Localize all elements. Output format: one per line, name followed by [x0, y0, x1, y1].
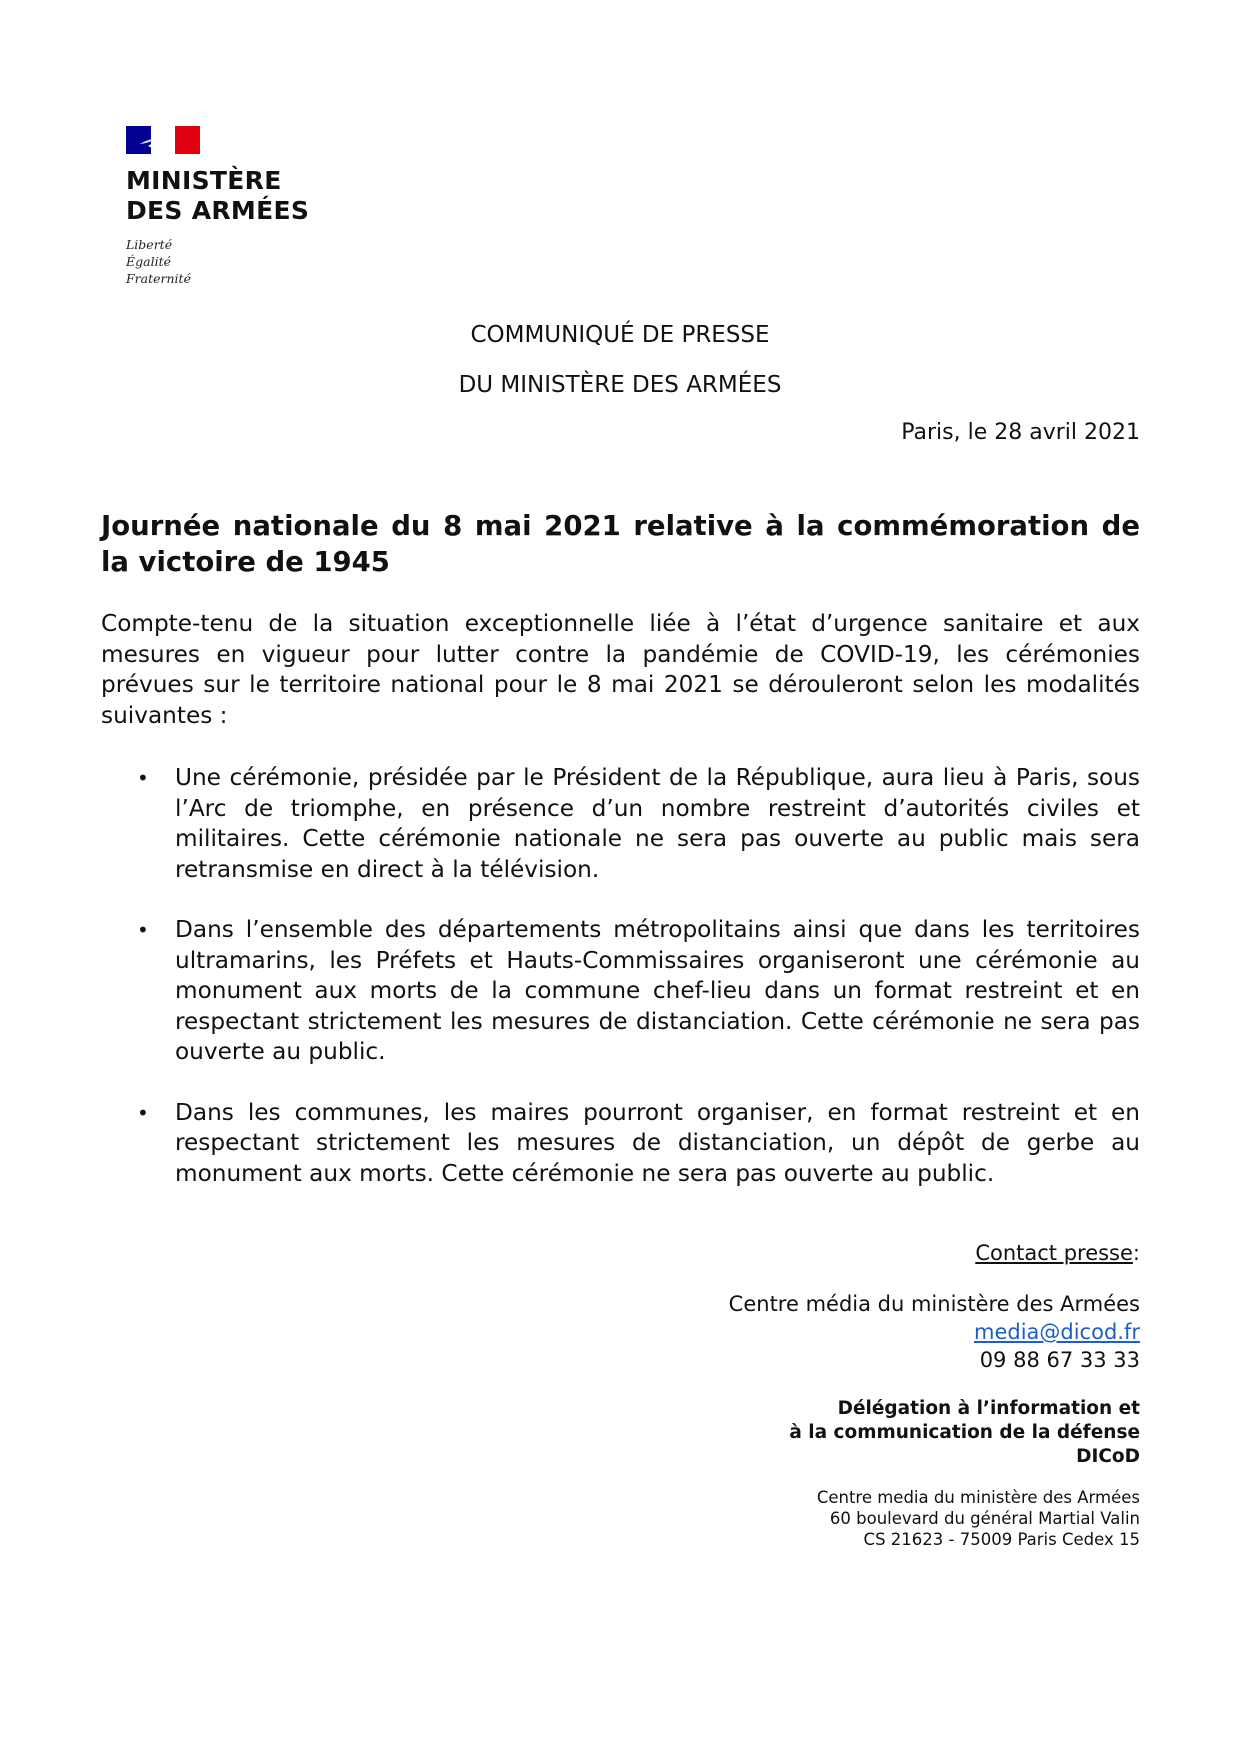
- logo-ministry-line2: DES ARMÉES: [126, 196, 310, 225]
- address-line2: 60 boulevard du général Martial Valin: [829, 1509, 1140, 1528]
- press-release-title: COMMUNIQUÉ DE PRESSE: [470, 322, 770, 348]
- logo-ministry-line1: MINISTÈRE: [126, 166, 282, 195]
- bullet-icon: •: [137, 1100, 149, 1125]
- dicod-block: [789, 1397, 1140, 1469]
- phone-number: 09 88 67 33 33: [979, 1348, 1140, 1372]
- list-item-text: Une cérémonie, présidée par le Président de la République, aura lieu à Paris, sous l’Arc de triomphe, en présence d’un nombre restreint d’autorités civiles et militaires. Cette cérémonie nationale ne sera pas ouverte au public mais sera retransmise en direct à la télévision.: [175, 764, 1140, 883]
- intro-paragraph: Compte-tenu de la situation exceptionnelle liée à l’état d’urgence sanitaire et aux mesures en vigueur pour lutter contre la pandémie de COVID-19, les cérémonies prévues sur le territoire national pour le 8 mai 2021 se dérouleront selon les modalités suivantes :: [101, 610, 1140, 729]
- republic-motto: [126, 236, 326, 287]
- press-contact-heading: Contact presse: [975, 1241, 1133, 1265]
- postal-address: [817, 1487, 1140, 1550]
- dicod-line1: Délégation à l’information et: [837, 1398, 1140, 1419]
- bullet-icon: •: [137, 918, 149, 942]
- press-contact-colon: :: [1132, 1241, 1140, 1265]
- list-item: [101, 915, 1140, 1068]
- marianne-flag-icon: [126, 126, 200, 154]
- motto-fraternite: Fraternité: [126, 271, 191, 286]
- bullet-icon: •: [137, 766, 149, 790]
- email-link[interactable]: media@dicod.fr: [973, 1320, 1140, 1344]
- list-item-text: Dans l’ensemble des départements métropolitains ainsi que dans les territoires ultramarins, les Préfets et Hauts-Commissaires organiseront une cérémonie au monument aux morts de la commune chef-lieu dans un format restreint et en respectant strictement les mesures de distanciation. Cette cérémonie ne sera pas ouverte au public.: [175, 916, 1140, 1065]
- ceremony-list: [101, 763, 1140, 1219]
- media-center-name: Centre média du ministère des Armées: [728, 1292, 1140, 1316]
- media-center-block: [729, 1290, 1140, 1374]
- motto-liberte: Liberté: [126, 237, 173, 252]
- ministry-logo: [126, 126, 326, 287]
- list-item: [101, 763, 1140, 885]
- dicod-line2: à la communication de la défense: [789, 1422, 1140, 1443]
- list-item-text: Dans les communes, les maires pourront organiser, en format restreint et en respectant strictement les mesures de distanciation, un dépôt de gerbe au monument aux morts. Cette cérémonie ne sera pas ouverte au public.: [175, 1098, 1140, 1187]
- document-heading: Journée nationale du 8 mai 2021 relative à la commémoration de la victoire de 1945: [101, 510, 1140, 578]
- address-line1: Centre media du ministère des Armées: [816, 1488, 1140, 1507]
- press-release-subtitle: DU MINISTÈRE DES ARMÉES: [458, 372, 782, 398]
- release-date: Paris, le 28 avril 2021: [901, 420, 1140, 445]
- motto-egalite: Égalité: [126, 254, 171, 269]
- address-line3: CS 21623 - 75009 Paris Cedex 15: [863, 1530, 1140, 1549]
- dicod-acronym: DICoD: [1076, 1446, 1140, 1467]
- press-contact-label: [975, 1241, 1140, 1265]
- list-item: [101, 1098, 1140, 1190]
